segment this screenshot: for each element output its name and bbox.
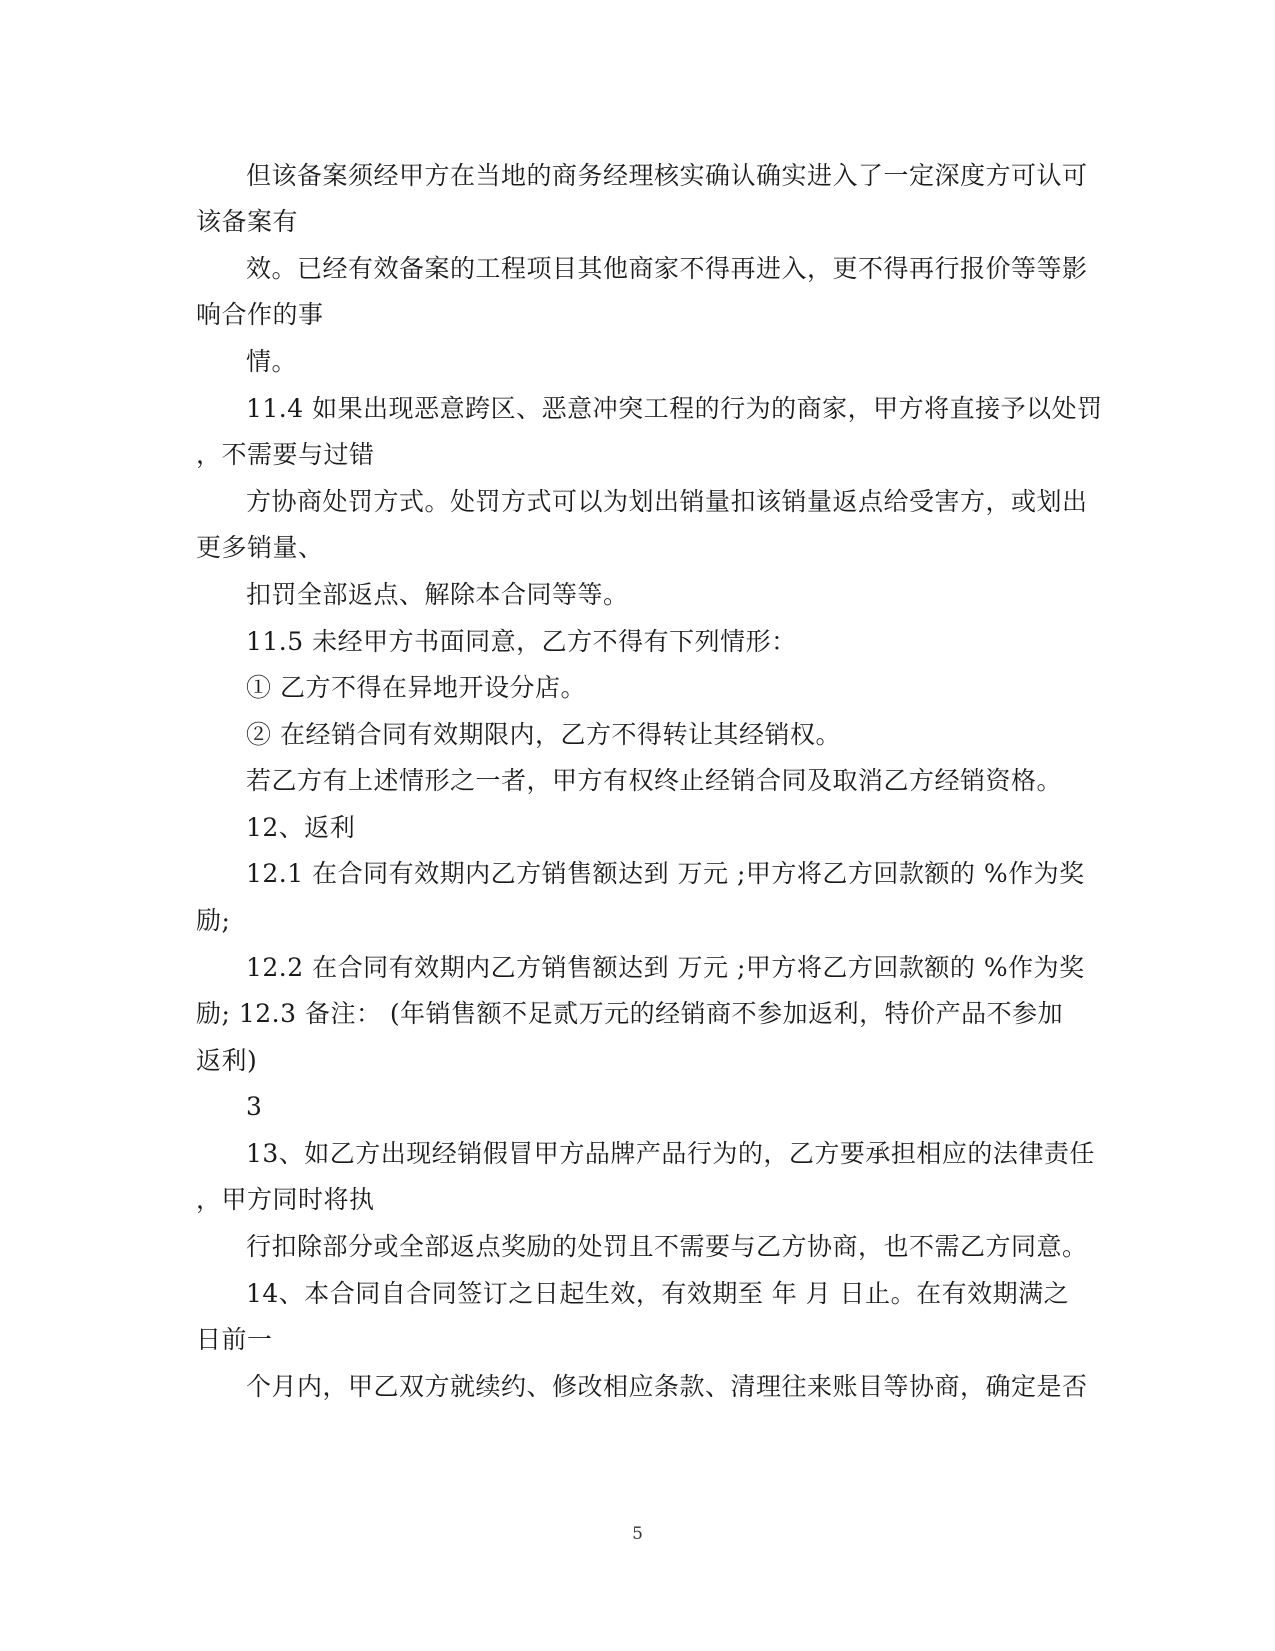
- paragraph-line: 13、如乙方出现经销假冒甲方品牌产品行为的，乙方要承担相应的法律责任: [246, 1139, 1095, 1168]
- page-number: 5: [632, 1524, 643, 1544]
- paragraph-line: 若乙方有上述情形之一者，甲方有权终止经销合同及取消乙方经销资格。: [246, 766, 1063, 795]
- paragraph-line: 扣罚全部返点、解除本合同等等。: [246, 580, 629, 609]
- paragraph-line: 该备案有: [196, 207, 299, 236]
- paragraph-line: 11.4 如果出现恶意跨区、恶意冲突工程的行为的商家，甲方将直接予以处罚: [246, 394, 1103, 423]
- paragraph-line: 返利): [196, 1046, 258, 1075]
- paragraph-line: ① 乙方不得在异地开设分店。: [246, 673, 586, 702]
- paragraph-line: 行扣除部分或全部返点奖励的处罚且不需要与乙方协商，也不需乙方同意。: [246, 1232, 1088, 1261]
- paragraph-line: 效。已经有效备案的工程项目其他商家不得再进入，更不得再行报价等等影: [246, 254, 1088, 283]
- paragraph-line: 日前一: [196, 1325, 273, 1354]
- paragraph-line: 个月内，甲乙双方就续约、修改相应条款、清理往来账目等协商，确定是否: [246, 1372, 1088, 1401]
- paragraph-line: 响合作的事: [196, 300, 324, 329]
- paragraph-line: 14、本合同自合同签订之日起生效，有效期至 年 月 日止。在有效期满之: [246, 1279, 1070, 1308]
- paragraph-line: ② 在经销合同有效期限内，乙方不得转让其经销权。: [246, 720, 841, 749]
- paragraph-line: 方协商处罚方式。处罚方式可以为划出销量扣该销量返点给受害方，或划出: [246, 487, 1088, 516]
- paragraph-line: 12.2 在合同有效期内乙方销售额达到 万元 ;甲方将乙方回款额的 %作为奖: [246, 953, 1085, 982]
- paragraph-line: 但该备案须经甲方在当地的商务经理核实确认确实进入了一定深度方可认可: [246, 161, 1088, 190]
- paragraph-line: 励; 12.3 备注： (年销售额不足贰万元的经销商不参加返利，特价产品不参加: [196, 999, 1064, 1028]
- paragraph-line: ，不需要与过错: [196, 440, 375, 469]
- paragraph-line: 更多销量、: [196, 533, 324, 562]
- paragraph-line: 12.1 在合同有效期内乙方销售额达到 万元 ;甲方将乙方回款额的 %作为奖: [246, 859, 1085, 888]
- paragraph-line: 情。: [246, 347, 298, 376]
- paragraph-line: 励;: [196, 906, 231, 935]
- section-heading: 12、返利: [246, 813, 356, 842]
- paragraph-line: 11.5 未经甲方书面同意，乙方不得有下列情形：: [246, 627, 797, 656]
- paragraph-line: ，甲方同时将执: [196, 1185, 375, 1214]
- paragraph-line: 3: [246, 1092, 263, 1121]
